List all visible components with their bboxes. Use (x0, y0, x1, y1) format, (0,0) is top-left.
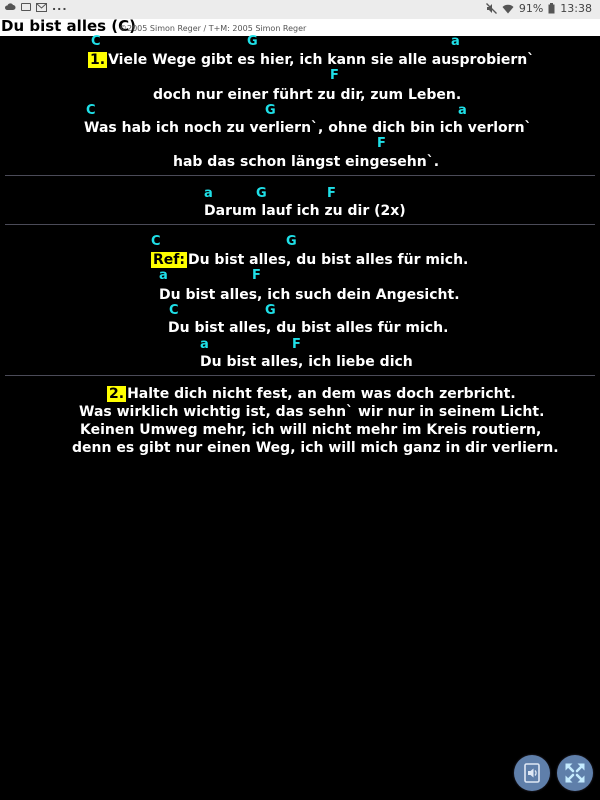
audio-settings-icon (521, 762, 543, 784)
image-icon (21, 3, 31, 11)
chord: a (451, 34, 460, 49)
lyric-line (151, 251, 468, 269)
lyric-line: Du bist alles, ich liebe dich (200, 354, 413, 370)
chord: F (292, 337, 301, 352)
chord: C (86, 103, 96, 118)
chord: G (256, 186, 267, 201)
chord: G (247, 34, 258, 49)
wifi-icon (502, 4, 514, 14)
chord: G (265, 303, 276, 318)
cloud-download-icon (4, 2, 16, 12)
chord: G (286, 234, 297, 249)
battery-icon (548, 3, 555, 14)
mail-icon (36, 3, 47, 12)
lyric-text: Viele Wege gibt es hier, ich kann sie alle ausprobiern` (108, 52, 535, 68)
fullscreen-button[interactable] (557, 755, 593, 791)
battery-percent: 91% (518, 2, 544, 15)
lyric-line: hab das schon längst eingesehn`. (173, 154, 440, 170)
lyric-text: Du bist alles, du bist alles für mich. (187, 252, 469, 268)
audio-button[interactable] (514, 755, 550, 791)
lyric-line (88, 51, 534, 69)
system-indicators (486, 2, 592, 15)
lyric-line: Du bist alles, du bist alles für mich. (168, 320, 449, 336)
chord: F (330, 68, 339, 83)
verse-number: 1. (90, 52, 106, 68)
lyric-line: Darum lauf ich zu dir (2x) (204, 203, 406, 219)
section-divider (5, 175, 595, 176)
mute-icon (486, 3, 497, 14)
chord: F (252, 268, 261, 283)
status-bar (0, 0, 600, 19)
lyric-line: Du bist alles, ich such dein Angesicht. (159, 287, 460, 303)
chord: a (200, 337, 209, 352)
chord: a (159, 268, 168, 283)
fullscreen-icon (563, 761, 587, 785)
clock: 13:38 (560, 2, 592, 15)
verse-number: 2. (109, 386, 125, 402)
notification-icons (4, 2, 68, 12)
chord: C (169, 303, 179, 318)
lyric-line: Keinen Umweg mehr, ich will nicht mehr im Kreis routiern, (80, 422, 542, 438)
chord: a (458, 103, 467, 118)
chord: a (204, 186, 213, 201)
chord: F (327, 186, 336, 201)
song-copyright: ©2005 Simon Reger / T+M: 2005 Simon Reger (119, 24, 307, 33)
lyric-line: doch nur einer führt zu dir, zum Leben. (153, 87, 462, 103)
lyric-text: Halte dich nicht fest, an dem was doch zerbricht. (127, 386, 516, 402)
section-divider (5, 375, 595, 376)
refrain-label: Ref: (153, 252, 185, 268)
lyric-line: denn es gibt nur einen Weg, ich will mich ganz in dir verliern. (72, 440, 559, 456)
chord: C (91, 34, 101, 49)
more-notifications: ... (52, 0, 68, 13)
chord: G (265, 103, 276, 118)
lyric-line: Was hab ich noch zu verliern`, ohne dich bin ich verlorn` (84, 120, 532, 136)
chord: C (151, 234, 161, 249)
song-title: Du bist alles (C) (1, 19, 136, 35)
lyric-line (107, 385, 516, 403)
song-header (0, 19, 600, 36)
section-divider (5, 224, 595, 225)
lyric-line: Was wirklich wichtig ist, das sehn` wir nur in seinem Licht. (79, 404, 545, 420)
chord: F (377, 136, 386, 151)
